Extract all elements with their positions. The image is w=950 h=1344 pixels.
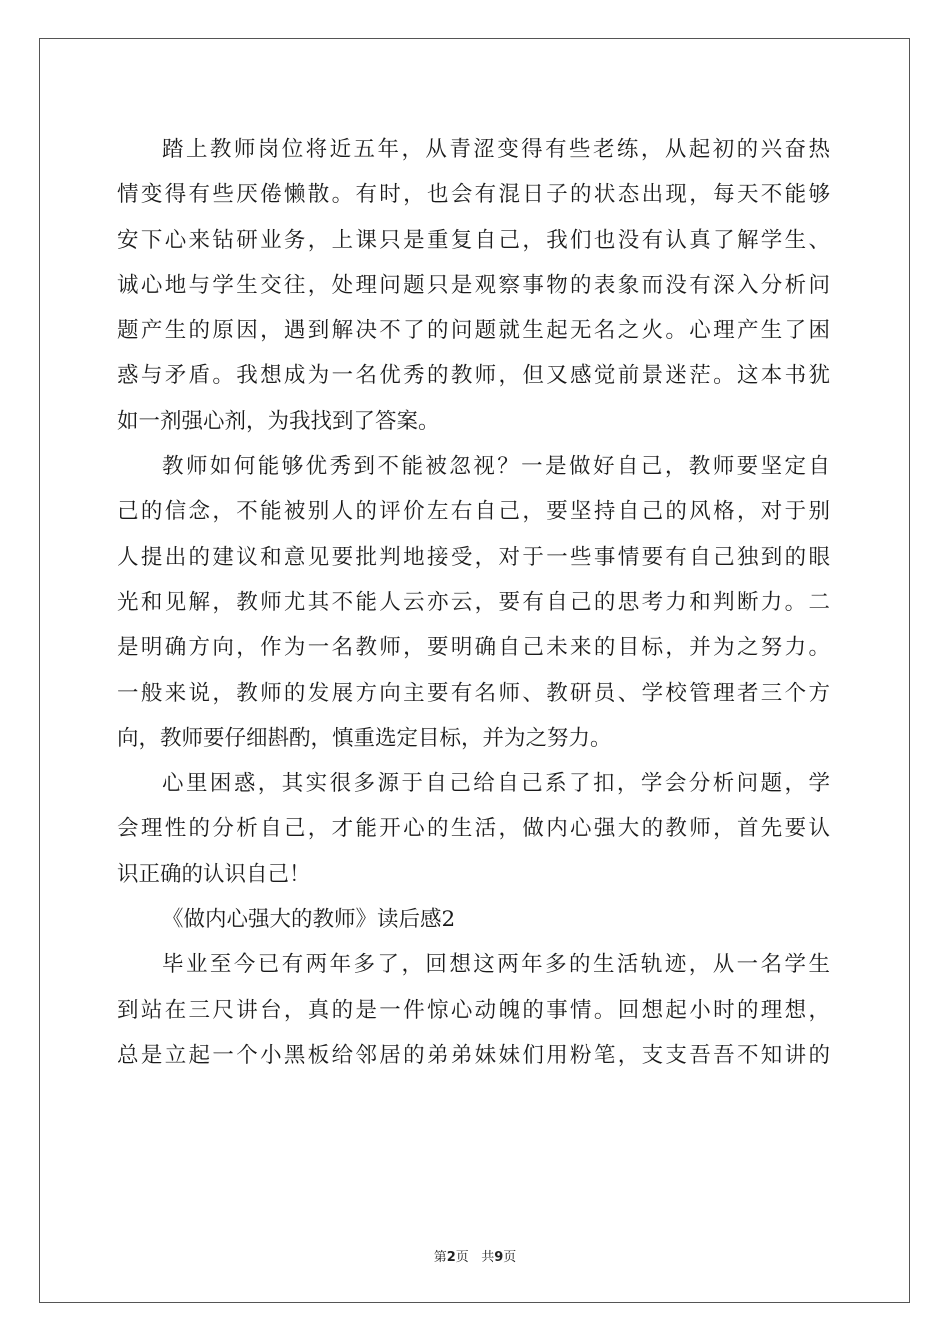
text-line: 安下心来钻研业务，上课只是重复自己，我们也没有认真了解学生、 — [117, 227, 830, 253]
page-footer — [0, 1246, 950, 1265]
text-line: 惑与矛盾。我想成为一名优秀的教师，但又感觉前景迷茫。这本书犹 — [117, 363, 830, 389]
text-line: 人提出的建议和意见要批判地接受，对于一些事情要有自己独到的眼 — [117, 544, 830, 570]
document-body — [117, 127, 830, 1078]
page-suffix: 页 — [455, 1250, 469, 1265]
total-prefix: 共 — [481, 1250, 495, 1265]
text-line: 教师如何能够优秀到不能被忽视？一是做好自己，教师要坚定自 — [162, 454, 830, 480]
text-line: 一般来说，教师的发展方向主要有名师、教研员、学校管理者三个方 — [117, 680, 830, 706]
text-line: 如一剂强心剂，为我找到了答案。 — [117, 408, 440, 434]
text-line: 向，教师要仔细斟酌，慎重选定目标，并为之努力。 — [117, 725, 612, 751]
text-line: 识正确的认识自己！ — [117, 861, 311, 887]
page-number: 2 — [446, 1250, 456, 1265]
text-line: 到站在三尺讲台，真的是一件惊心动魄的事情。回想起小时的理想， — [117, 997, 830, 1023]
text-line: 总是立起一个小黑板给邻居的弟弟妹妹们用粉笔，支支吾吾不知讲的 — [117, 1042, 830, 1068]
text-line: 诚心地与学生交往，处理问题只是观察事物的表象而没有深入分析问 — [117, 272, 830, 298]
text-line: 题产生的原因，遇到解决不了的问题就生起无名之火。心理产生了困 — [117, 318, 830, 344]
text-line: 是明确方向，作为一名教师，要明确自己未来的目标，并为之努力。 — [117, 635, 830, 661]
page-prefix: 第 — [433, 1250, 447, 1265]
text-line: 光和见解，教师尤其不能人云亦云，要有自己的思考力和判断力。二 — [117, 589, 830, 615]
total-pages: 9 — [494, 1250, 504, 1265]
text-line: 《做内心强大的教师》读后感2 — [162, 907, 456, 933]
text-line: 情变得有些厌倦懒散。有时，也会有混日子的状态出现，每天不能够 — [117, 182, 830, 208]
text-line: 心里困惑，其实很多源于自己给自己系了扣，学会分析问题，学 — [162, 771, 830, 797]
text-line: 毕业至今已有两年多了，回想这两年多的生活轨迹，从一名学生 — [162, 952, 830, 978]
text-line: 会理性的分析自己，才能开心的生活，做内心强大的教师，首先要认 — [117, 816, 830, 842]
total-suffix: 页 — [503, 1250, 517, 1265]
text-line: 己的信念，不能被别人的评价左右自己，要坚持自己的风格，对于别 — [117, 499, 830, 525]
text-line: 踏上教师岗位将近五年，从青涩变得有些老练，从起初的兴奋热 — [162, 137, 830, 162]
